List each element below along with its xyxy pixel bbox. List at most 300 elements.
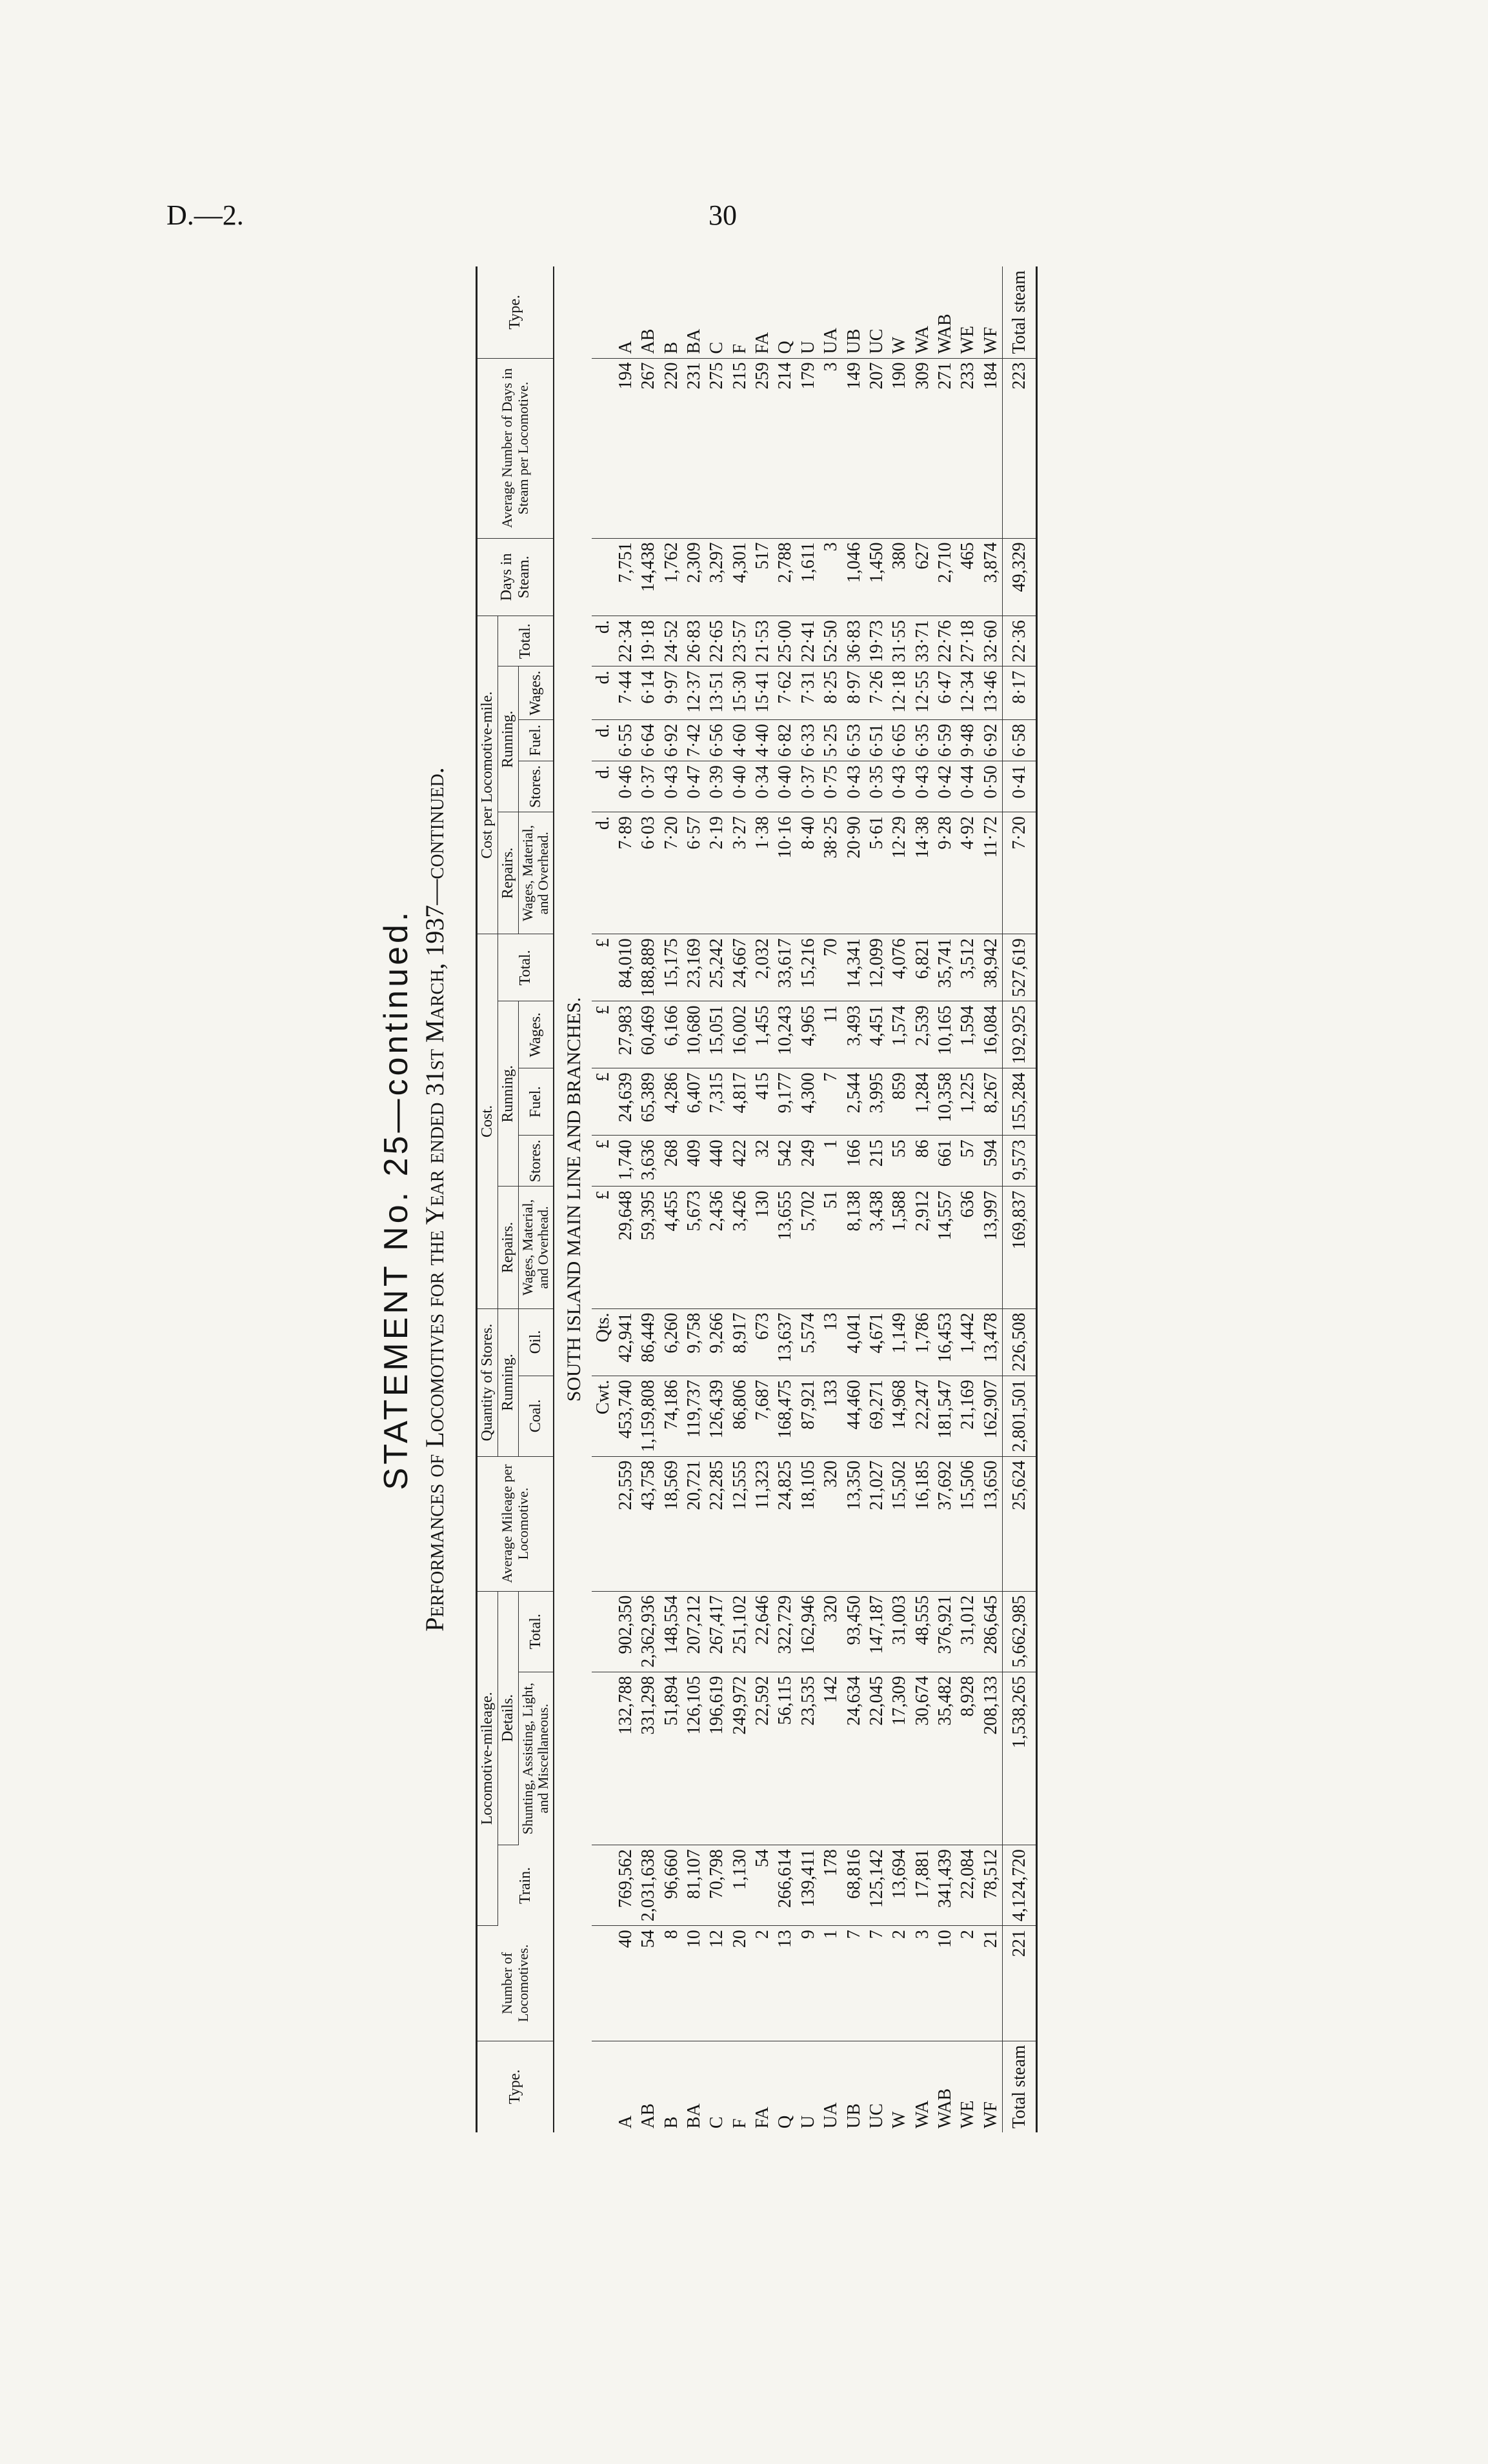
cell-type: Q xyxy=(775,2115,796,2128)
col-cost-wages-material: Wages, Material, and Overhead. xyxy=(518,1187,554,1308)
cell-d_wag: 13·51 xyxy=(705,666,728,719)
cell-c_rep: 636 xyxy=(956,1187,979,1308)
table-row xyxy=(774,266,796,2132)
cell-c_tot: 23,169 xyxy=(683,934,705,1001)
cell-days: 627 xyxy=(911,538,934,616)
cell-d_sto: 0·50 xyxy=(980,761,1003,812)
col-avg-mileage: Average Mileage per Locomotive. xyxy=(477,1456,554,1591)
cell-total: 48,555 xyxy=(911,1591,934,1672)
cell-avg: 13,350 xyxy=(843,1456,865,1591)
cell-coal: 453,740 xyxy=(614,1376,637,1456)
cell-type: WE xyxy=(956,266,979,358)
col-qty-stores: Quantity of Stores. xyxy=(477,1308,498,1456)
cell-c_rep: 5,673 xyxy=(683,1187,705,1308)
cell-c_wag: 3,493 xyxy=(843,1001,865,1068)
cell-c_fuel: 1,225 xyxy=(956,1068,979,1136)
cell-n: 2 xyxy=(956,1926,979,2041)
cell-d_tot: 31·55 xyxy=(888,616,910,666)
cell-c_tot: 527,619 xyxy=(1003,934,1037,1001)
cell-c_tot: 6,821 xyxy=(911,934,934,1001)
unit-pound: £ xyxy=(592,1001,614,1068)
cell-c_tot: 12,099 xyxy=(865,934,888,1001)
cell-n: 54 xyxy=(637,1926,659,2041)
cell-c_rep: 2,912 xyxy=(911,1187,934,1308)
cell-type: BA xyxy=(684,2103,705,2128)
cell-avg: 25,624 xyxy=(1003,1456,1037,1591)
cell-c_fuel: 7 xyxy=(819,1068,842,1136)
cell-type: UC xyxy=(865,266,888,358)
cell-c_tot: 15,216 xyxy=(797,934,819,1001)
col-avg-days: Average Number of Days in Steam per Locomotive. xyxy=(477,358,554,538)
cell-d_fuel: 6·35 xyxy=(911,719,934,761)
cell-n: 10 xyxy=(683,1926,705,2041)
cell-shunt: 22,592 xyxy=(751,1672,774,1845)
cell-d_wag: 12·37 xyxy=(683,666,705,719)
cell-c_wag: 2,539 xyxy=(911,1001,934,1068)
cell-shunt: 8,928 xyxy=(956,1672,979,1845)
cell-n: 1 xyxy=(819,1926,842,2041)
cell-d_fuel: 9·48 xyxy=(956,719,979,761)
unit-pound: £ xyxy=(592,1187,614,1308)
cell-shunt: 51,894 xyxy=(660,1672,683,1845)
cell-type: F xyxy=(729,266,751,358)
cell-total: 322,729 xyxy=(774,1591,796,1672)
cell-c_sto: 3,636 xyxy=(637,1136,659,1187)
cell-avgd: 259 xyxy=(751,358,774,538)
cell-n: 2 xyxy=(888,1926,910,2041)
cell-d_tot: 22·76 xyxy=(934,616,956,666)
cell-c_rep: 130 xyxy=(751,1187,774,1308)
cell-d_wag: 7·62 xyxy=(774,666,796,719)
cell-c_fuel: 3,995 xyxy=(865,1068,888,1136)
cell-d_rep: 6·57 xyxy=(683,812,705,934)
cell-c_rep: 3,438 xyxy=(865,1187,888,1308)
cell-type: W xyxy=(889,2111,910,2128)
cell-coal: 168,475 xyxy=(774,1376,796,1456)
cell-n: 13 xyxy=(774,1926,796,2041)
cell-d_tot: 27·18 xyxy=(956,616,979,666)
cell-total: 320 xyxy=(819,1591,842,1672)
col-train: Train. xyxy=(498,1845,554,1926)
cell-n: 7 xyxy=(865,1926,888,2041)
cell-d_rep: 7·89 xyxy=(614,812,637,934)
cell-coal: 86,806 xyxy=(729,1376,751,1456)
cell-coal: 119,737 xyxy=(683,1376,705,1456)
cell-d_wag: 6·14 xyxy=(637,666,659,719)
cell-total: 147,187 xyxy=(865,1591,888,1672)
table-row xyxy=(865,266,888,2132)
cell-coal: 162,907 xyxy=(980,1376,1003,1456)
cell-avgd: 214 xyxy=(774,358,796,538)
statement-subtitle: Performances of Locomotives for the Year ended 31st March, 1937—continued. xyxy=(420,767,449,1632)
document-reference: D.—2. xyxy=(166,199,244,231)
cell-shunt: 35,482 xyxy=(934,1672,956,1845)
cell-train: 17,881 xyxy=(911,1845,934,1926)
cell-type: FA xyxy=(752,2107,773,2128)
cell-d_wag: 7·31 xyxy=(797,666,819,719)
units-row xyxy=(592,266,614,2132)
cell-type: WE xyxy=(958,2100,978,2128)
col-loco-mileage: Locomotive-mileage. xyxy=(477,1591,498,1926)
cell-type: WA xyxy=(912,2100,932,2128)
cell-c_tot: 14,341 xyxy=(843,934,865,1001)
cell-type: UB xyxy=(843,266,865,358)
cell-avgd: 267 xyxy=(637,358,659,538)
cell-c_wag: 27,983 xyxy=(614,1001,637,1068)
col-cost-running: Running. xyxy=(498,1001,518,1187)
cell-d_tot: 23·57 xyxy=(729,616,751,666)
cell-days: 2,788 xyxy=(774,538,796,616)
unit-pound: £ xyxy=(592,934,614,1001)
cell-c_fuel: 4,817 xyxy=(729,1068,751,1136)
cell-d_rep: 1·38 xyxy=(751,812,774,934)
cell-train: 4,124,720 xyxy=(1003,1845,1037,1926)
cell-days: 49,329 xyxy=(1003,538,1037,616)
cell-n: 10 xyxy=(934,1926,956,2041)
cell-d_fuel: 6·56 xyxy=(705,719,728,761)
cell-avgd: 184 xyxy=(980,358,1003,538)
rotated-table-container xyxy=(377,266,1125,2132)
cell-d_fuel: 6·64 xyxy=(637,719,659,761)
total-row xyxy=(1003,266,1037,2132)
cell-coal: 181,547 xyxy=(934,1376,956,1456)
cell-type: WA xyxy=(911,266,934,358)
cell-c_tot: 188,889 xyxy=(637,934,659,1001)
cell-c_wag: 60,469 xyxy=(637,1001,659,1068)
cell-d_rep: 9·28 xyxy=(934,812,956,934)
cell-d_tot: 32·60 xyxy=(980,616,1003,666)
cell-type: C xyxy=(707,2116,727,2128)
col-oil: Oil. xyxy=(518,1308,554,1376)
cell-c_wag: 10,680 xyxy=(683,1001,705,1068)
cell-days: 2,710 xyxy=(934,538,956,616)
cell-d_rep: 4·92 xyxy=(956,812,979,934)
cell-avg: 20,721 xyxy=(683,1456,705,1591)
cell-n: 8 xyxy=(660,1926,683,2041)
cell-c_tot: 38,942 xyxy=(980,934,1003,1001)
col-details: Details. xyxy=(498,1591,518,1845)
cell-train: 96,660 xyxy=(660,1845,683,1926)
cell-type: B xyxy=(660,266,683,358)
cell-total: 207,212 xyxy=(683,1591,705,1672)
cell-shunt: 142 xyxy=(819,1672,842,1845)
col-cpm-stores: Stores. xyxy=(518,761,554,812)
cell-avgd: 190 xyxy=(888,358,910,538)
cell-days: 1,450 xyxy=(865,538,888,616)
cell-c_sto: 594 xyxy=(980,1136,1003,1187)
cell-coal: 7,687 xyxy=(751,1376,774,1456)
cell-c_rep: 51 xyxy=(819,1187,842,1308)
cell-c_sto: 422 xyxy=(729,1136,751,1187)
table-row xyxy=(980,266,1003,2132)
unit-oil: Qts. xyxy=(592,1308,614,1376)
cell-d_fuel: 6·51 xyxy=(865,719,888,761)
col-number: Number of Locomotives. xyxy=(477,1926,554,2041)
cell-d_rep: 12·29 xyxy=(888,812,910,934)
cell-d_fuel: 5·25 xyxy=(819,719,842,761)
cell-d_rep: 8·40 xyxy=(797,812,819,934)
table-row xyxy=(705,266,728,2132)
cell-d_fuel: 6·59 xyxy=(934,719,956,761)
cell-oil: 4,041 xyxy=(843,1308,865,1376)
cell-avgd: 3 xyxy=(819,358,842,538)
cell-avg: 18,569 xyxy=(660,1456,683,1591)
cell-shunt: 23,535 xyxy=(797,1672,819,1845)
cell-type: U xyxy=(798,2115,818,2128)
cell-c_rep: 13,655 xyxy=(774,1187,796,1308)
cell-total: 93,450 xyxy=(843,1591,865,1672)
cell-d_wag: 7·26 xyxy=(865,666,888,719)
cell-shunt: 56,115 xyxy=(774,1672,796,1845)
cell-coal: 69,271 xyxy=(865,1376,888,1456)
cell-c_fuel: 859 xyxy=(888,1068,910,1136)
cell-train: 125,142 xyxy=(865,1845,888,1926)
cell-type: A xyxy=(615,2115,636,2128)
cell-d_rep: 11·72 xyxy=(980,812,1003,934)
cell-c_rep: 1,588 xyxy=(888,1187,910,1308)
cell-c_tot: 70 xyxy=(819,934,842,1001)
cell-shunt: 17,309 xyxy=(888,1672,910,1845)
cell-avgd: 233 xyxy=(956,358,979,538)
cell-d_sto: 0·46 xyxy=(614,761,637,812)
cell-total: 31,012 xyxy=(956,1591,979,1672)
cell-train: 2,031,638 xyxy=(637,1845,659,1926)
cell-c_sto: 542 xyxy=(774,1136,796,1187)
cell-c_tot: 25,242 xyxy=(705,934,728,1001)
cell-d_rep: 5·61 xyxy=(865,812,888,934)
cell-n: 221 xyxy=(1003,1926,1037,2041)
cell-c_wag: 10,165 xyxy=(934,1001,956,1068)
cell-avgd: 275 xyxy=(705,358,728,538)
cell-type: UB xyxy=(843,2103,864,2128)
cell-oil: 4,671 xyxy=(865,1308,888,1376)
cell-c_sto: 1,740 xyxy=(614,1136,637,1187)
cell-days: 517 xyxy=(751,538,774,616)
cell-d_tot: 25·00 xyxy=(774,616,796,666)
cell-avgd: 220 xyxy=(660,358,683,538)
cell-c_fuel: 2,544 xyxy=(843,1068,865,1136)
cell-train: 22,084 xyxy=(956,1845,979,1926)
cell-d_rep: 38·25 xyxy=(819,812,842,934)
cell-n: 40 xyxy=(614,1926,637,2041)
cell-avgd: 223 xyxy=(1003,358,1037,538)
cell-d_fuel: 6·58 xyxy=(1003,719,1037,761)
table-row xyxy=(660,266,683,2132)
cell-c_tot: 35,741 xyxy=(934,934,956,1001)
cell-c_rep: 8,138 xyxy=(843,1187,865,1308)
col-cpm-running: Running. xyxy=(498,666,518,812)
cell-avgd: 215 xyxy=(729,358,751,538)
cell-d_wag: 7·44 xyxy=(614,666,637,719)
cell-c_sto: 1 xyxy=(819,1136,842,1187)
cell-oil: 1,442 xyxy=(956,1308,979,1376)
cell-c_wag: 16,002 xyxy=(729,1001,751,1068)
cell-n: 20 xyxy=(729,1926,751,2041)
cell-days: 3,874 xyxy=(980,538,1003,616)
col-coal: Coal. xyxy=(518,1376,554,1456)
cell-d_wag: 13·46 xyxy=(980,666,1003,719)
table-row xyxy=(683,266,705,2132)
cell-type: AB xyxy=(637,266,659,358)
cell-c_rep: 4,455 xyxy=(660,1187,683,1308)
col-cost-total: Total. xyxy=(498,934,554,1001)
cell-days: 14,438 xyxy=(637,538,659,616)
unit-pence: d. xyxy=(592,666,614,719)
cell-c_fuel: 4,300 xyxy=(797,1068,819,1136)
col-cost: Cost. xyxy=(477,934,498,1308)
cell-c_fuel: 1,284 xyxy=(911,1068,934,1136)
cell-train: 178 xyxy=(819,1845,842,1926)
cell-d_sto: 0·40 xyxy=(774,761,796,812)
cell-d_sto: 0·39 xyxy=(705,761,728,812)
cell-c_rep: 29,648 xyxy=(614,1187,637,1308)
cell-avg: 16,185 xyxy=(911,1456,934,1591)
cell-train: 139,411 xyxy=(797,1845,819,1926)
cell-type: UA xyxy=(819,266,842,358)
cell-c_sto: 215 xyxy=(865,1136,888,1187)
table-row xyxy=(797,266,819,2132)
cell-c_fuel: 8,267 xyxy=(980,1068,1003,1136)
cell-train: 769,562 xyxy=(614,1845,637,1926)
cell-total: 376,921 xyxy=(934,1591,956,1672)
cell-avg: 22,285 xyxy=(705,1456,728,1591)
table-row xyxy=(911,266,934,2132)
cell-c_fuel: 65,389 xyxy=(637,1068,659,1136)
cell-c_fuel: 7,315 xyxy=(705,1068,728,1136)
cell-avg: 13,650 xyxy=(980,1456,1003,1591)
cell-train: 70,798 xyxy=(705,1845,728,1926)
cell-train: 81,107 xyxy=(683,1845,705,1926)
cell-d_rep: 7·20 xyxy=(1003,812,1037,934)
cell-d_sto: 0·47 xyxy=(683,761,705,812)
cell-d_tot: 21·53 xyxy=(751,616,774,666)
cell-c_fuel: 155,284 xyxy=(1003,1068,1037,1136)
cell-coal: 87,921 xyxy=(797,1376,819,1456)
cell-c_sto: 55 xyxy=(888,1136,910,1187)
section-heading-row xyxy=(554,266,592,2132)
cell-total: 251,102 xyxy=(729,1591,751,1672)
cell-total: 902,350 xyxy=(614,1591,637,1672)
cell-d_wag: 12·55 xyxy=(911,666,934,719)
cell-d_sto: 0·42 xyxy=(934,761,956,812)
cell-oil: 673 xyxy=(751,1308,774,1376)
cell-days: 2,309 xyxy=(683,538,705,616)
statement-title: STATEMENT No. 25—continued. xyxy=(377,908,415,1490)
col-type: Type. xyxy=(477,2041,554,2132)
cell-avg: 24,825 xyxy=(774,1456,796,1591)
cell-coal: 44,460 xyxy=(843,1376,865,1456)
col-shunting: Shunting, Assisting, Light, and Miscellaneous. xyxy=(518,1672,554,1845)
cell-avg: 320 xyxy=(819,1456,842,1591)
cell-c_wag: 1,455 xyxy=(751,1001,774,1068)
cell-d_tot: 22·41 xyxy=(797,616,819,666)
cell-oil: 42,941 xyxy=(614,1308,637,1376)
cell-c_wag: 6,166 xyxy=(660,1001,683,1068)
section-heading: SOUTH ISLAND MAIN LINE AND BRANCHES. xyxy=(554,266,592,2132)
cell-total: 31,003 xyxy=(888,1591,910,1672)
cell-d_wag: 8·17 xyxy=(1003,666,1037,719)
cell-c_rep: 169,837 xyxy=(1003,1187,1037,1308)
cell-days: 3,297 xyxy=(705,538,728,616)
cell-c_wag: 1,574 xyxy=(888,1001,910,1068)
cell-d_fuel: 6·92 xyxy=(980,719,1003,761)
cell-d_sto: 0·37 xyxy=(797,761,819,812)
cell-n: 9 xyxy=(797,1926,819,2041)
cell-c_fuel: 415 xyxy=(751,1068,774,1136)
table-row xyxy=(614,266,637,2132)
cell-d_sto: 0·34 xyxy=(751,761,774,812)
col-cpm-fuel: Fuel. xyxy=(518,719,554,761)
table-row xyxy=(888,266,910,2132)
cell-d_wag: 15·30 xyxy=(729,666,751,719)
cell-d_sto: 0·41 xyxy=(1003,761,1037,812)
cell-oil: 9,758 xyxy=(683,1308,705,1376)
cell-coal: 22,247 xyxy=(911,1376,934,1456)
cell-d_rep: 6·03 xyxy=(637,812,659,934)
cell-days: 3 xyxy=(819,538,842,616)
cell-train: 78,512 xyxy=(980,1845,1003,1926)
cell-oil: 8,917 xyxy=(729,1308,751,1376)
cell-c_wag: 15,051 xyxy=(705,1001,728,1068)
cell-d_sto: 0·35 xyxy=(865,761,888,812)
cell-shunt: 126,105 xyxy=(683,1672,705,1845)
cell-d_rep: 2·19 xyxy=(705,812,728,934)
cell-total: 162,946 xyxy=(797,1591,819,1672)
cell-c_rep: 14,557 xyxy=(934,1187,956,1308)
page-number: 30 xyxy=(709,199,737,231)
cell-d_wag: 12·18 xyxy=(888,666,910,719)
cell-c_wag: 4,451 xyxy=(865,1001,888,1068)
cell-avg: 12,555 xyxy=(729,1456,751,1591)
cell-d_tot: 22·34 xyxy=(614,616,637,666)
cell-d_tot: 26·83 xyxy=(683,616,705,666)
cell-c_sto: 57 xyxy=(956,1136,979,1187)
cell-days: 1,611 xyxy=(797,538,819,616)
cell-train: 266,614 xyxy=(774,1845,796,1926)
cell-d_fuel: 6·33 xyxy=(797,719,819,761)
col-cost-fuel: Fuel. xyxy=(518,1068,554,1136)
cell-c_wag: 1,594 xyxy=(956,1001,979,1068)
cell-total: 267,417 xyxy=(705,1591,728,1672)
cell-shunt: 208,133 xyxy=(980,1672,1003,1845)
cell-d_sto: 0·44 xyxy=(956,761,979,812)
cell-days: 1,046 xyxy=(843,538,865,616)
cell-d_rep: 10·16 xyxy=(774,812,796,934)
cell-c_sto: 166 xyxy=(843,1136,865,1187)
cell-coal: 2,801,501 xyxy=(1003,1376,1037,1456)
cell-oil: 86,449 xyxy=(637,1308,659,1376)
cell-n: 2 xyxy=(751,1926,774,2041)
cell-c_sto: 409 xyxy=(683,1136,705,1187)
cell-train: 13,694 xyxy=(888,1845,910,1926)
cell-type: WF xyxy=(980,266,1003,358)
cell-d_tot: 52·50 xyxy=(819,616,842,666)
cell-d_wag: 8·25 xyxy=(819,666,842,719)
cell-c_rep: 3,426 xyxy=(729,1187,751,1308)
col-cpm-wages-material: Wages, Material, and Overhead. xyxy=(518,812,554,934)
cell-c_sto: 440 xyxy=(705,1136,728,1187)
cell-d_tot: 19·73 xyxy=(865,616,888,666)
cell-c_tot: 33,617 xyxy=(774,934,796,1001)
cell-coal: 133 xyxy=(819,1376,842,1456)
cell-type: C xyxy=(705,266,728,358)
cell-c_rep: 59,395 xyxy=(637,1187,659,1308)
cell-train: 1,130 xyxy=(729,1845,751,1926)
cell-d_fuel: 7·42 xyxy=(683,719,705,761)
cell-d_rep: 20·90 xyxy=(843,812,865,934)
cell-train: 54 xyxy=(751,1845,774,1926)
cell-avgd: 207 xyxy=(865,358,888,538)
